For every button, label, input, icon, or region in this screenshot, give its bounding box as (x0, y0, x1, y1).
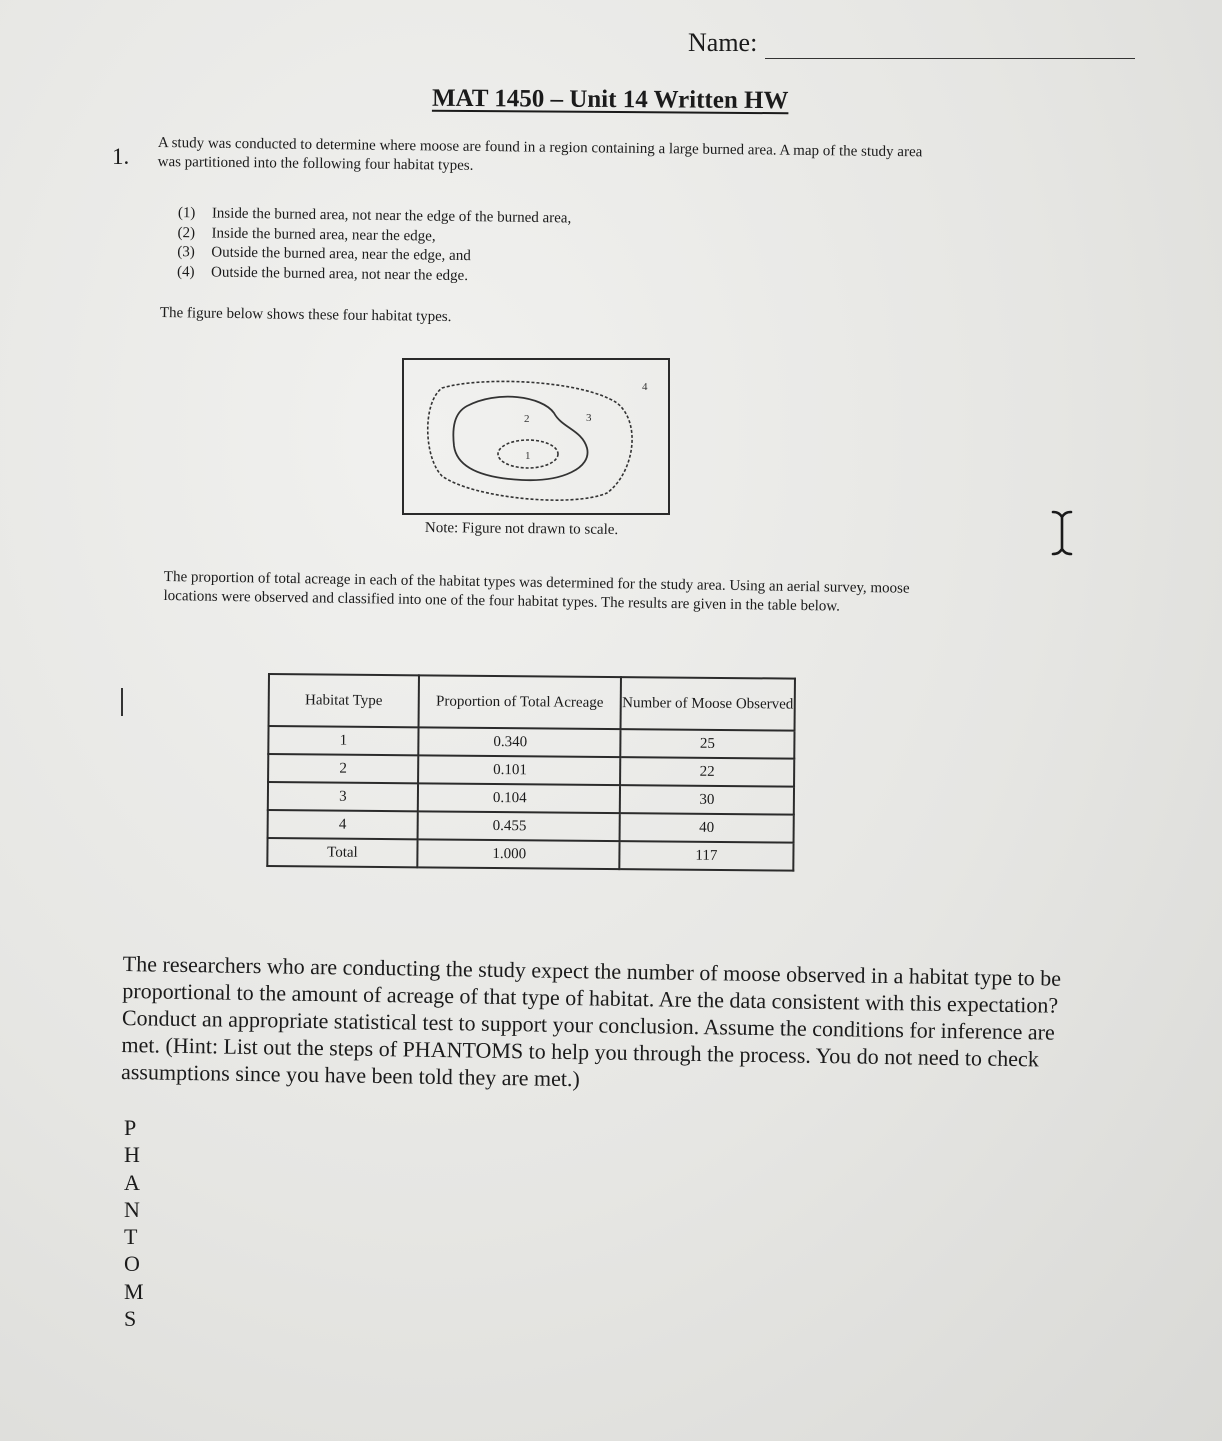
data-description-paragraph: The proportion of total acreage in each of the habitat types was determined for the study area. Using an aerial survey, moose locations were observed and classified into one of the four habitat types. The results are given in the table below. (163, 568, 910, 615)
table-cell: Total (267, 838, 417, 867)
figure-label-4: 4 (642, 381, 648, 393)
table-total-row (267, 838, 793, 871)
figure-label-1: 1 (525, 450, 531, 462)
table-cell: 0.104 (418, 783, 620, 813)
page-title: MAT 1450 – Unit 14 Written HW (431, 84, 789, 115)
table-cell: 22 (620, 757, 794, 787)
header-habitat-type: Habitat Type (269, 674, 419, 727)
habitat-map-figure (402, 358, 670, 515)
table-header-row (269, 674, 795, 731)
name-label: Name: (688, 28, 758, 57)
phantoms-step-h: H (124, 1142, 140, 1168)
phantoms-step-o: O (124, 1251, 140, 1277)
figure-caption: The figure below shows these four habitat types. (159, 305, 452, 326)
table-cell: 4 (268, 810, 418, 839)
phantoms-step-t: T (124, 1224, 138, 1250)
list-item: (1) Inside the burned area, not near the edge of the burned area, (177, 204, 572, 227)
table-cell: 1 (268, 726, 418, 755)
phantoms-steps-list (124, 1114, 144, 1332)
table-cell: 0.101 (418, 755, 620, 785)
table-cell: 1.000 (417, 839, 619, 869)
name-blank-line (765, 58, 1135, 59)
phantoms-step-n: N (124, 1196, 140, 1222)
header-proportion: Proportion of Total Acreage (419, 675, 621, 729)
table-cell: 3 (268, 782, 418, 811)
table-cell: 2 (268, 754, 418, 783)
table-cell: 30 (620, 785, 794, 815)
table-cell: 40 (620, 813, 794, 843)
table-cell: 117 (619, 841, 793, 871)
question-number: 1. (112, 144, 130, 169)
intro-paragraph: A study was conducted to determine where moose are found in a region containing a large burned area. A map of the study area was partitioned into the following four habitat types. (157, 134, 923, 174)
moose-data-table (266, 673, 796, 872)
figure-label-2: 2 (524, 413, 530, 425)
table-cell: 0.340 (418, 727, 620, 757)
phantoms-step-m: M (124, 1278, 144, 1304)
habitat-type-list (177, 204, 571, 287)
table-cell: 25 (620, 729, 794, 759)
list-item: (3) Outside the burned area, near the edge, and (177, 243, 471, 265)
phantoms-step-p: P (124, 1115, 137, 1140)
header-moose-observed: Number of Moose Observed (621, 677, 795, 731)
phantoms-step-a: A (124, 1169, 140, 1195)
insertion-mark (121, 688, 123, 716)
table-cell: 0.455 (418, 811, 620, 841)
list-item: (4) Outside the burned area, not near the edge. (176, 263, 469, 284)
question-prompt: The researchers who are conducting the study expect the number of moose observed in a habitat type to be proportional to the amount of acreage of that type of habitat. Are the data consistent with this expectation? Conduct an appropriate statistical test to support your conclusion. Assume the conditions for inference are met. (Hint: List out the steps of PHANTOMS to help you through the process. You do not need to check assumptions since you have been told they are met.) (120, 950, 1062, 1092)
figure-label-3: 3 (586, 412, 592, 424)
text-cursor-icon (1047, 508, 1077, 558)
phantoms-step-s: S (124, 1306, 137, 1332)
list-item: (2) Inside the burned area, near the edge, (177, 224, 436, 245)
figure-note: Note: Figure not drawn to scale. (424, 520, 619, 539)
